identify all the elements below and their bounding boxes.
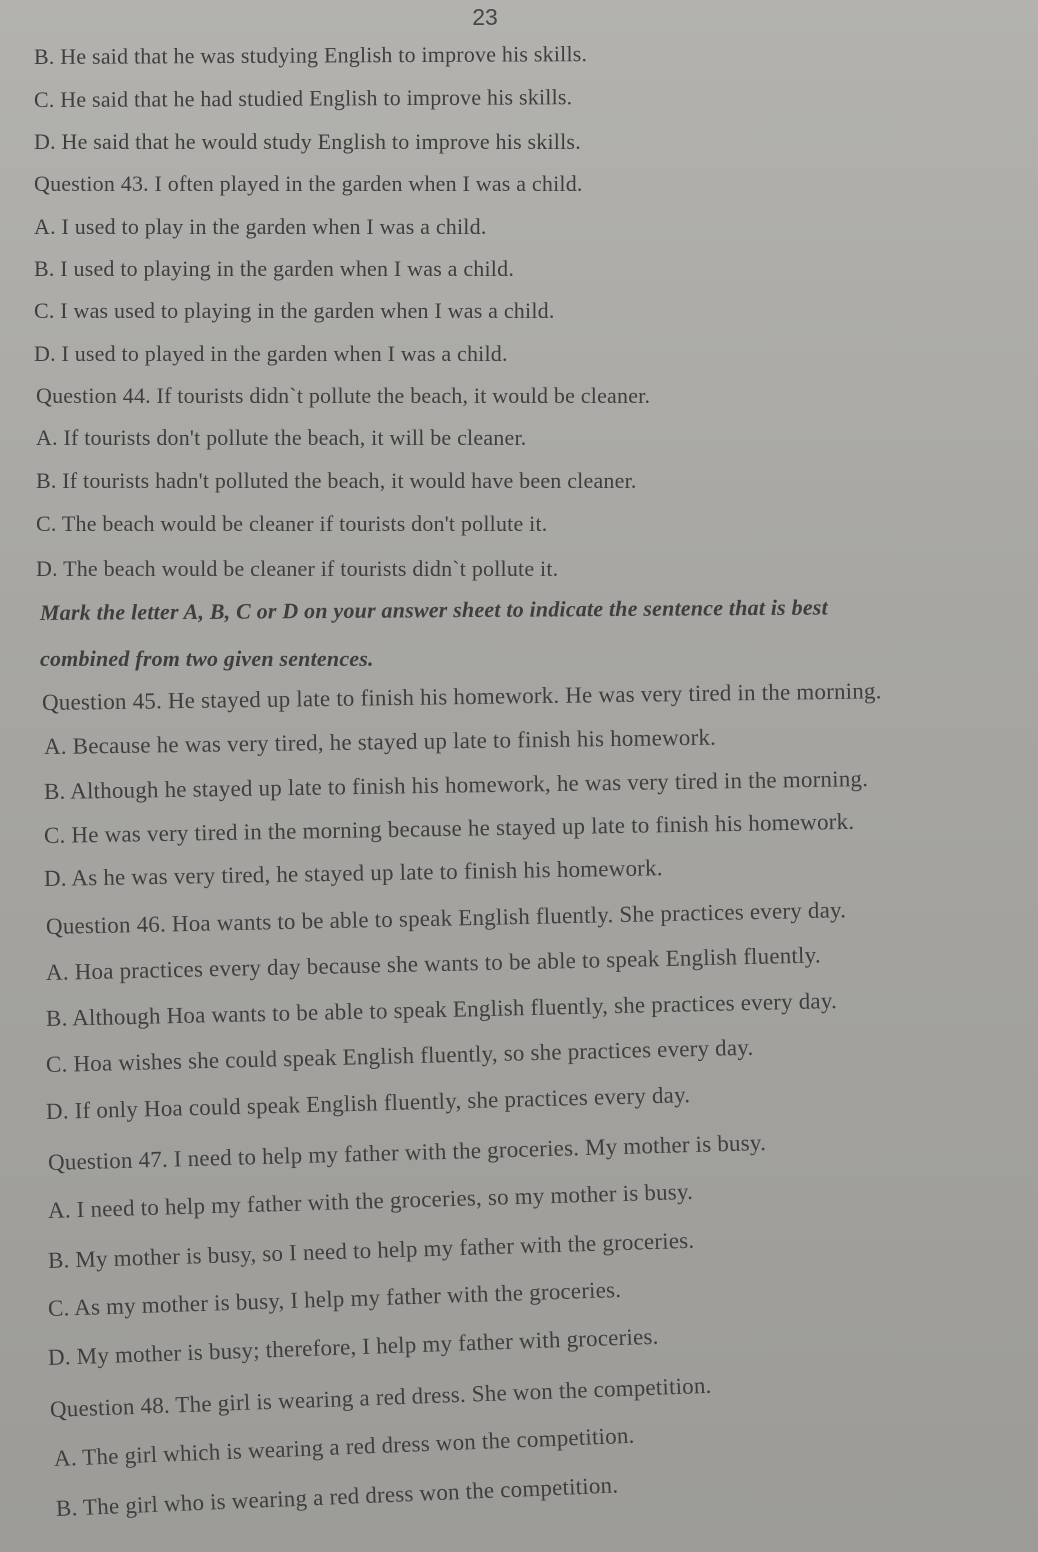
q45-option-a: A. Because he was very tired, he stayed up late to finish his homework. <box>43 724 717 759</box>
q47-option-d: D. My mother is busy; therefore, I help my father with groceries. <box>47 1323 659 1370</box>
q42-option-b: B. He said that he was studying English to improve his skills. <box>33 41 588 69</box>
q44-option-a: A. If tourists don't pollute the beach, it will be cleaner. <box>36 425 527 450</box>
q43-option-c: C. I was used to playing in the garden when I was a child. <box>34 298 555 323</box>
question-47: Question 47. I need to help my father with the groceries. My mother is busy. <box>47 1129 767 1175</box>
question-46: Question 46. Hoa wants to be able to speak English fluently. She practices every day. <box>45 897 847 939</box>
question-44: Question 44. If tourists didn`t pollute the beach, it would be cleaner. <box>36 383 651 408</box>
question-45: Question 45. He stayed up late to finish his homework. He was very tired in the morning. <box>41 678 882 715</box>
instruction-line-2: combined from two given sentences. <box>40 646 374 671</box>
q45-option-b: B. Although he stayed up late to finish his homework, he was very tired in the morning. <box>43 766 869 804</box>
q42-option-c: C. He said that he had studied English to improve his skills. <box>33 84 573 112</box>
q46-option-c: C. Hoa wishes she could speak English fluently, so she practices every day. <box>45 1034 754 1077</box>
q44-option-c: C. The beach would be cleaner if tourists don't pollute it. <box>36 511 548 536</box>
q42-option-d: D. He said that he would study English to improve his skills. <box>34 129 581 154</box>
q43-option-a: A. I used to play in the garden when I was a child. <box>34 214 487 239</box>
q48-option-b: B. The girl who is wearing a red dress won the competition. <box>55 1472 619 1521</box>
q44-option-d: D. The beach would be cleaner if tourists didn`t pollute it. <box>36 556 559 581</box>
q46-option-d: D. If only Hoa could speak English fluently, she practices every day. <box>45 1082 691 1124</box>
q44-option-b: B. If tourists hadn't polluted the beach, it would have been cleaner. <box>36 468 637 493</box>
q45-option-d: D. As he was very tired, he stayed up late to finish his homework. <box>43 855 663 891</box>
q47-option-a: A. I need to help my father with the groceries, so my mother is busy. <box>47 1178 694 1223</box>
q47-option-b: B. My mother is busy, so I need to help my father with the groceries. <box>47 1227 695 1273</box>
q45-option-c: C. He was very tired in the morning because he stayed up late to finish his homework. <box>43 808 855 848</box>
q48-option-a: A. The girl which is wearing a red dress won the competition. <box>53 1422 635 1471</box>
q46-option-b: B. Although Hoa wants to be able to speak English fluently, she practices every day. <box>45 988 838 1031</box>
q43-option-b: B. I used to playing in the garden when I was a child. <box>34 256 515 281</box>
instruction-line-1: Mark the letter A, B, C or D on your answer sheet to indicate the sentence that is best <box>39 594 828 625</box>
q46-option-a: A. Hoa practices every day because she wants to be able to speak English fluently. <box>45 942 822 985</box>
q43-option-d: D. I used to played in the garden when I was a child. <box>34 341 508 366</box>
question-48: Question 48. The girl is wearing a red dress. She won the competition. <box>49 1372 712 1422</box>
question-43: Question 43. I often played in the garden when I was a child. <box>34 171 583 196</box>
page-number: 23 <box>472 4 498 30</box>
q47-option-c: C. As my mother is busy, I help my father with the groceries. <box>47 1276 622 1321</box>
